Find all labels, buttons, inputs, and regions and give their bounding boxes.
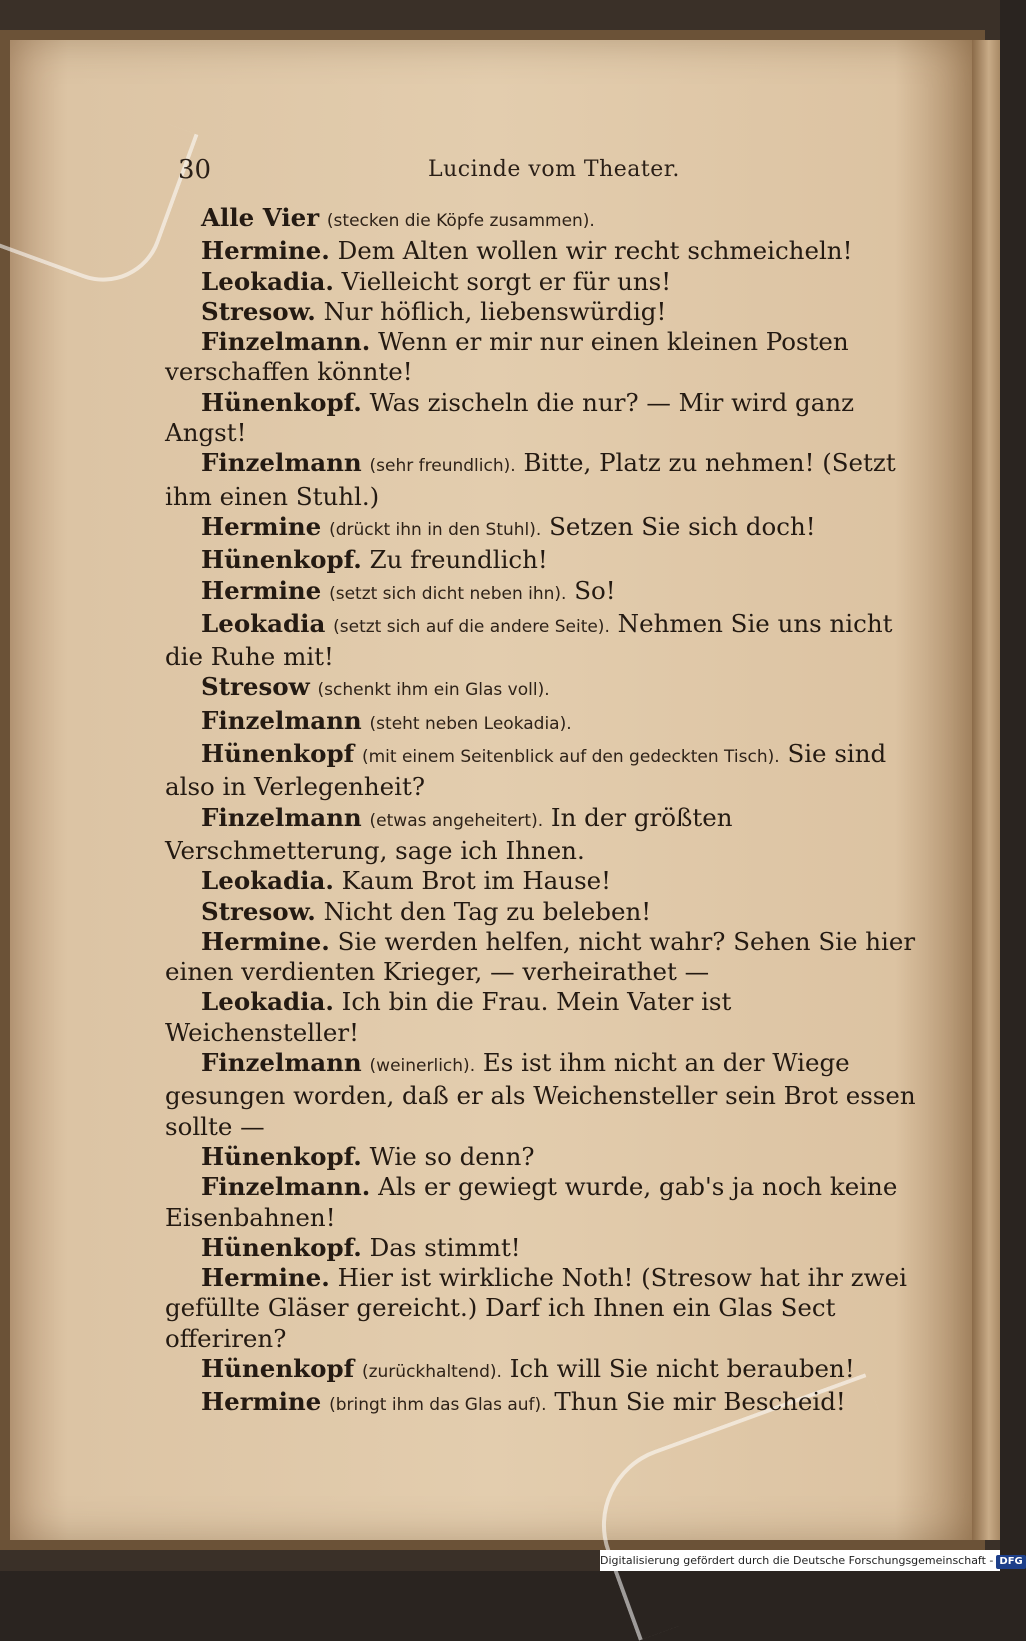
dialogue-line: Es ist ihm nicht an der Wiege gesungen worden, daß er als Weichensteller sein Brot essen sollte —	[165, 1048, 916, 1141]
dialogue-paragraph	[165, 236, 925, 266]
dialogue-line: Nur höflich, liebenswürdig!	[323, 296, 667, 326]
dialogue-line: Vielleicht sorgt er für uns!	[341, 266, 672, 296]
dialogue-paragraph	[165, 327, 925, 388]
page-header	[178, 155, 938, 195]
stage-direction: (bringt ihm das Glas auf).	[329, 1395, 547, 1416]
dialogue-paragraph	[165, 297, 925, 327]
stage-direction: (setzt sich auf die andere Seite).	[333, 616, 610, 637]
dialogue-paragraph	[165, 706, 925, 739]
dialogue-line: In der größten Verschmetterung, sage ich Ihnen.	[165, 802, 733, 865]
dialogue-paragraph	[165, 1263, 925, 1354]
next-page-edge	[972, 40, 1000, 1540]
speaker-name: Finzelmann	[201, 802, 362, 832]
speaker-name: Hermine	[201, 575, 322, 605]
dialogue-line: Was zischeln die nur? — Mir wird ganz Angst!	[165, 387, 855, 448]
speaker-name: Hermine	[201, 1387, 322, 1417]
speaker-name: Hünenkopf.	[201, 387, 362, 417]
dialogue-paragraph	[165, 1354, 925, 1387]
speaker-name: Finzelmann	[201, 705, 362, 735]
dialogue-line: Nehmen Sie uns nicht die Ruhe mit!	[165, 608, 893, 672]
dialogue-paragraph	[165, 512, 925, 545]
stage-direction: (schenkt ihm ein Glas voll).	[317, 680, 550, 701]
speaker-name: Finzelmann	[201, 1048, 362, 1078]
page-number: 30	[178, 155, 212, 185]
speaker-name: Hünenkopf.	[201, 1232, 362, 1262]
speaker-name: Stresow.	[201, 296, 316, 326]
stage-direction: (stecken die Köpfe zusammen).	[326, 211, 595, 231]
speaker-name: Finzelmann.	[201, 327, 371, 357]
dialogue-paragraph	[165, 1172, 925, 1233]
digitization-footer	[600, 1550, 1023, 1571]
dialogue-line: Wenn er mir nur einen kleinen Posten verschaffen könnte!	[165, 327, 849, 387]
dialogue-paragraph	[165, 927, 925, 988]
speaker-name: Hermine	[201, 511, 322, 541]
dialogue-line: Setzen Sie sich doch!	[549, 511, 816, 541]
stage-direction: (weinerlich).	[369, 1056, 476, 1077]
dialogue-line: Ich will Sie nicht berauben!	[509, 1353, 855, 1383]
running-title: Lucinde vom Theater.	[428, 157, 680, 182]
speaker-name: Alle Vier	[201, 203, 320, 232]
speaker-name: Stresow.	[201, 896, 316, 926]
dialogue-line: So!	[574, 575, 616, 605]
stage-direction: (drückt ihn in den Stuhl).	[329, 519, 542, 540]
dialogue-paragraph	[165, 203, 925, 236]
dialogue-line: Als er gewiegt wurde, gab's ja noch keine Eisenbahnen!	[165, 1172, 898, 1232]
speaker-name: Stresow	[201, 672, 310, 702]
speaker-name: Leokadia.	[201, 266, 334, 296]
speaker-name: Hünenkopf	[201, 739, 355, 769]
dialogue-paragraph	[165, 739, 925, 803]
stage-direction: (setzt sich dicht neben ihn).	[329, 583, 567, 604]
dialogue-paragraph	[165, 672, 925, 705]
speaker-name: Finzelmann.	[201, 1172, 371, 1202]
stage-direction: (zurückhaltend).	[361, 1361, 502, 1382]
footer-credit: Digitalisierung gefördert durch die Deutsche Forschungsgemeinschaft -	[600, 1554, 994, 1567]
dialogue-line: Ich bin die Frau. Mein Vater ist Weichensteller!	[165, 987, 732, 1047]
stage-direction: (steht neben Leokadia).	[369, 713, 572, 734]
dfg-logo: DFG	[996, 1555, 1025, 1569]
dialogue-line: Sie werden helfen, nicht wahr? Sehen Sie hier einen verdienten Krieger, — verheirathet —	[165, 926, 916, 987]
dialogue-line: Kaum Brot im Hause!	[341, 866, 611, 896]
play-text	[165, 203, 925, 1421]
stage-direction: (mit einem Seitenblick auf den gedeckten Tisch).	[361, 747, 780, 768]
speaker-name: Hünenkopf.	[201, 545, 362, 575]
dialogue-line: Sie sind also in Verlegenheit?	[165, 739, 887, 802]
stage-direction: (etwas angeheitert).	[369, 810, 544, 831]
dialogue-line: Das stimmt!	[369, 1232, 521, 1262]
speaker-name: Leokadia.	[201, 866, 334, 896]
dialogue-line: Nicht den Tag zu beleben!	[323, 896, 652, 926]
dialogue-line: Dem Alten wollen wir recht schmeicheln!	[337, 236, 853, 266]
stage-direction: (sehr freundlich).	[369, 456, 516, 477]
dialogue-paragraph	[165, 545, 925, 575]
dialogue-paragraph	[165, 1233, 925, 1263]
dialogue-paragraph	[165, 576, 925, 609]
dialogue-line: Zu freundlich!	[369, 545, 548, 575]
speaker-name: Hünenkopf	[201, 1353, 355, 1383]
dialogue-line: Bitte, Platz zu nehmen! (Setzt ihm einen Stuhl.)	[165, 448, 896, 511]
dialogue-line: Thun Sie mir Bescheid!	[554, 1387, 846, 1417]
speaker-name: Leokadia.	[201, 987, 334, 1017]
dialogue-paragraph	[165, 609, 925, 673]
speaker-name: Hermine.	[201, 1263, 330, 1293]
dialogue-paragraph	[165, 1142, 925, 1172]
dialogue-paragraph	[165, 866, 925, 896]
dialogue-paragraph	[165, 1048, 925, 1142]
dialogue-paragraph	[165, 803, 925, 867]
speaker-name: Hermine.	[201, 926, 330, 956]
dialogue-paragraph	[165, 388, 925, 449]
dialogue-paragraph	[165, 267, 925, 297]
speaker-name: Hermine.	[201, 236, 330, 266]
dialogue-line: Wie so denn?	[369, 1141, 535, 1171]
dialogue-paragraph	[165, 987, 925, 1048]
dialogue-paragraph	[165, 448, 925, 512]
speaker-name: Hünenkopf.	[201, 1141, 362, 1171]
dialogue-paragraph	[165, 1387, 925, 1420]
dialogue-paragraph	[165, 897, 925, 927]
speaker-name: Finzelmann	[201, 448, 362, 478]
dialogue-line: Hier ist wirkliche Noth! (Stresow hat ihr zwei gefüllte Gläser gereicht.) Darf ich Ihnen ein Glas Sect offeriren?	[165, 1263, 907, 1353]
speaker-name: Leokadia	[201, 608, 326, 638]
